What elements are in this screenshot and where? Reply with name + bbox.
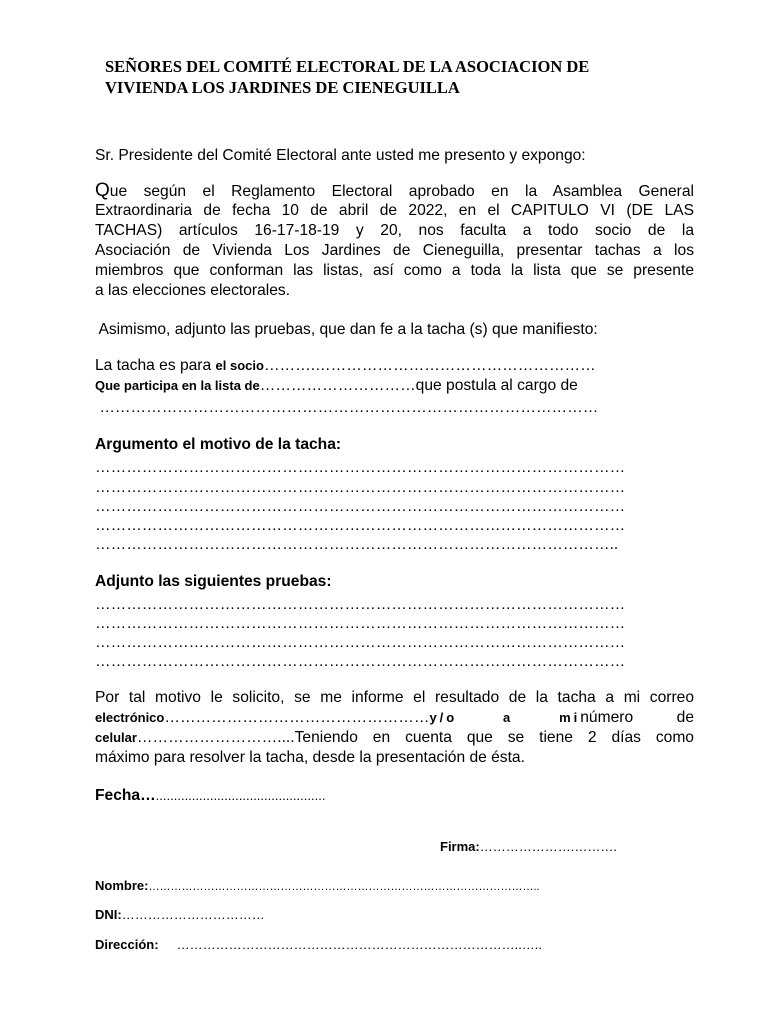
motivo-heading: Argumento el motivo de la tacha: xyxy=(95,436,342,453)
nombre-line xyxy=(95,878,540,893)
paragraph1-line1 xyxy=(95,181,694,202)
celular-field[interactable]: ………………………... xyxy=(136,729,291,746)
fecha-line xyxy=(95,786,325,806)
paragraph1-line5: miembros que conforman las listas, así como a toda la lista que se presente xyxy=(95,262,694,279)
paragraph2: Asimismo, adjunto las pruebas, que dan fe a la tacha (s) que manifiesto: xyxy=(95,321,598,338)
dni-label: DNI: xyxy=(95,907,122,922)
fecha-label: Fecha… xyxy=(95,787,156,804)
header-title-line1: SEÑORES DEL COMITÉ ELECTORAL DE LA ASOCIACION DE xyxy=(105,57,590,76)
pruebas-heading: Adjunto las siguientes pruebas: xyxy=(95,573,332,590)
paragraph1-line2: Extraordinaria de fecha 10 de abril de 2022, en el CAPITULO VI (DE LAS xyxy=(95,202,694,219)
lista-label: Que participa en la lista de xyxy=(95,378,260,393)
direccion-line xyxy=(95,937,542,952)
celular-label: celular xyxy=(95,730,137,745)
paragraph1-line6: a las elecciones electorales. xyxy=(95,282,291,299)
firma-label: Firma: xyxy=(440,839,480,854)
motivo-line-2[interactable]: ………………………………………………………………………………………… xyxy=(95,479,626,496)
paragraph1-line4: Asociación de Vivienda Los Jardines de Cieneguilla, presentar tachas a los xyxy=(95,242,694,259)
closing-line1: Por tal motivo le solicito, se me informe el resultado de la tacha a mi correo xyxy=(95,689,694,706)
firma-field[interactable]: ………………….………. xyxy=(479,839,617,854)
motivo-line-3[interactable]: ………………………………………………………………………………………… xyxy=(95,498,626,515)
pruebas-line-1[interactable]: ………………………………………………………………………………………… xyxy=(95,596,626,613)
closing-line4: máximo para resolver la tacha, desde la presentación de ésta. xyxy=(95,749,525,766)
cargo-field[interactable]: …………………………………………………………………………………… xyxy=(95,399,599,416)
numero-text: número de xyxy=(580,709,694,726)
salutation: Sr. Presidente del Comité Electoral ante usted me presento y expongo: xyxy=(95,147,586,164)
paragraph1-line1-text: ue según el Reglamento Electoral aprobado en la Asamblea General xyxy=(109,183,694,200)
socio-label: el socio xyxy=(215,358,264,373)
firma-line xyxy=(440,839,617,854)
closing-line3 xyxy=(95,728,694,748)
email-label: electrónico xyxy=(95,710,165,725)
direccion-field[interactable]: ……………………………………………………………………..….. xyxy=(176,937,543,952)
socio-field[interactable]: ……….……………………………………………… xyxy=(263,357,596,374)
pruebas-line-4[interactable]: ………………………………………………………………………………………… xyxy=(95,653,626,670)
closing-line3-text: .Teniendo en cuenta que se tiene 2 días como xyxy=(290,729,694,746)
tacha-socio-line xyxy=(95,356,596,376)
header-title-line2: VIVIENDA LOS JARDINES DE CIENEGUILLA xyxy=(105,78,460,97)
tacha-prefix: La tacha es para xyxy=(95,357,216,374)
closing-line2 xyxy=(95,708,694,728)
motivo-line-5[interactable]: ……………………………………………………………………………………….. xyxy=(95,536,619,553)
lista-field[interactable]: ………………………… xyxy=(259,377,416,394)
nombre-label: Nombre: xyxy=(95,878,149,893)
pruebas-line-3[interactable]: ………………………………………………………………………………………… xyxy=(95,634,626,651)
tacha-lista-line xyxy=(95,376,578,396)
dni-field[interactable]: …………………………… xyxy=(121,907,265,922)
motivo-line-1[interactable]: ………………………………………………………………………………………… xyxy=(95,459,626,476)
pruebas-line-2[interactable]: ………………………………………………………………………………………… xyxy=(95,615,626,632)
email-field[interactable]: …………………………………………… xyxy=(164,709,430,726)
nombre-field[interactable]: …………………………………………………………………………………………….. xyxy=(148,881,540,893)
dni-line xyxy=(95,907,265,922)
yo-label: y/o a mi xyxy=(429,710,581,725)
cargo-text: que postula al cargo de xyxy=(415,377,578,394)
direccion-label: Dirección: xyxy=(95,937,159,952)
paragraph1-first-letter: Q xyxy=(95,180,110,201)
motivo-line-4[interactable]: ………………………………………………………………………………………… xyxy=(95,517,626,534)
fecha-field[interactable]: ............................................... xyxy=(155,788,326,803)
paragraph1-line3: TACHAS) artículos 16-17-18-19 y 20, nos faculta a todo socio de la xyxy=(95,222,694,239)
